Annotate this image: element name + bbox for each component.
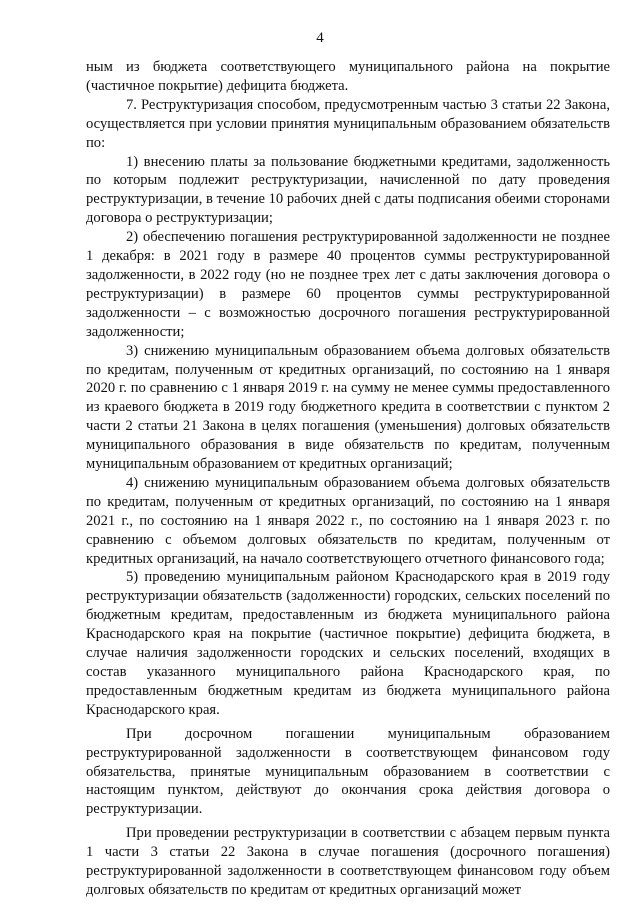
document-body xyxy=(86,58,610,900)
paragraph-restructuring-note: При проведении реструктуризации в соответствии с абзацем первым пункта 1 части 3 статьи 22 Закона в случае погашения (досрочного погашения) реструктурированной задолженности в соответствующем финансовом году объем долговых обязательств по кредитам от кредитных организаций может xyxy=(86,825,610,898)
page-number: 4 xyxy=(316,30,324,46)
paragraph-subitem-4: 4) снижению муниципальным образованием объема долговых обязательств по кредитам, полученным от кредитных организаций, по состоянию на 1 января 2021 г., по состоянию на 1 января 2022 г., по состоянию на 1 января 2023 г. по сравнению с объемом долговых обязательств по кредитам, полученным от кредитных организаций, на начало соответствующего отчетного финансового года; xyxy=(86,474,610,567)
paragraph-continuation: ным из бюджета соответствующего муниципального района на покрытие (частичное покрытие) дефицита бюджета. xyxy=(86,59,610,94)
paragraph-subitem-3: 3) снижению муниципальным образованием объема долговых обязательств по кредитам, полученным от кредитных организаций, по состоянию на 1 января 2020 г. по сравнению с 1 января 2019 г. на сумму не менее суммы предоставленного из краевого бюджета в 2019 году бюджетного кредита в соответствии с пунктом 2 части 2 статьи 21 Закона в целях погашения (уменьшения) долговых обязательств муниципального образования в виде обязательств по кредитам, полученным муниципальным образованием от кредитных организаций; xyxy=(86,342,610,473)
paragraph-early-repayment: При досрочном погашении муниципальным образованием реструктурированной задолженности в соответствующем финансовом году обязательства, принятые муниципальным образованием в соответствии с настоящим пунктом, действуют до окончания срока действия договора о реструктуризации. xyxy=(86,725,610,818)
paragraph-subitem-2: 2) обеспечению погашения реструктурированной задолженности не позднее 1 декабря: в 2021 году в размере 40 процентов суммы реструктурированной задолженности, в 2022 году (но не позднее трех лет с даты заключения договора о реструктуризации) в размере 60 процентов суммы реструктурированной задолженности – с возможностью досрочного погашения реструктурированной задолженности; xyxy=(86,229,610,340)
paragraph-subitem-5: 5) проведению муниципальным районом Краснодарского края в 2019 году реструктуризации обязательств (задолженности) городских, сельских поселений по бюджетным кредитам, предоставленным из бюджета муниципального района Краснодарского края на покрытие (частичное покрытие) дефицита бюджета, в случае наличия задолженности городских и сельских поселений, входящих в состав указанного муниципального района Краснодарского края, по предоставленным бюджетным кредитам из бюджета муниципального района Краснодарского края. xyxy=(86,569,610,718)
paragraph-item-7: 7. Реструктуризация способом, предусмотренным частью 3 статьи 22 Закона, осуществляется при условии принятия муниципальным образованием обязательств по: xyxy=(86,96,610,151)
paragraph-subitem-1: 1) внесению платы за пользование бюджетными кредитами, задолженность по которым подлежит реструктуризации, начисленной по дату проведения реструктуризации, в течение 10 рабочих дней с даты подписания обеими сторонами договора о реструктуризации; xyxy=(86,153,610,227)
